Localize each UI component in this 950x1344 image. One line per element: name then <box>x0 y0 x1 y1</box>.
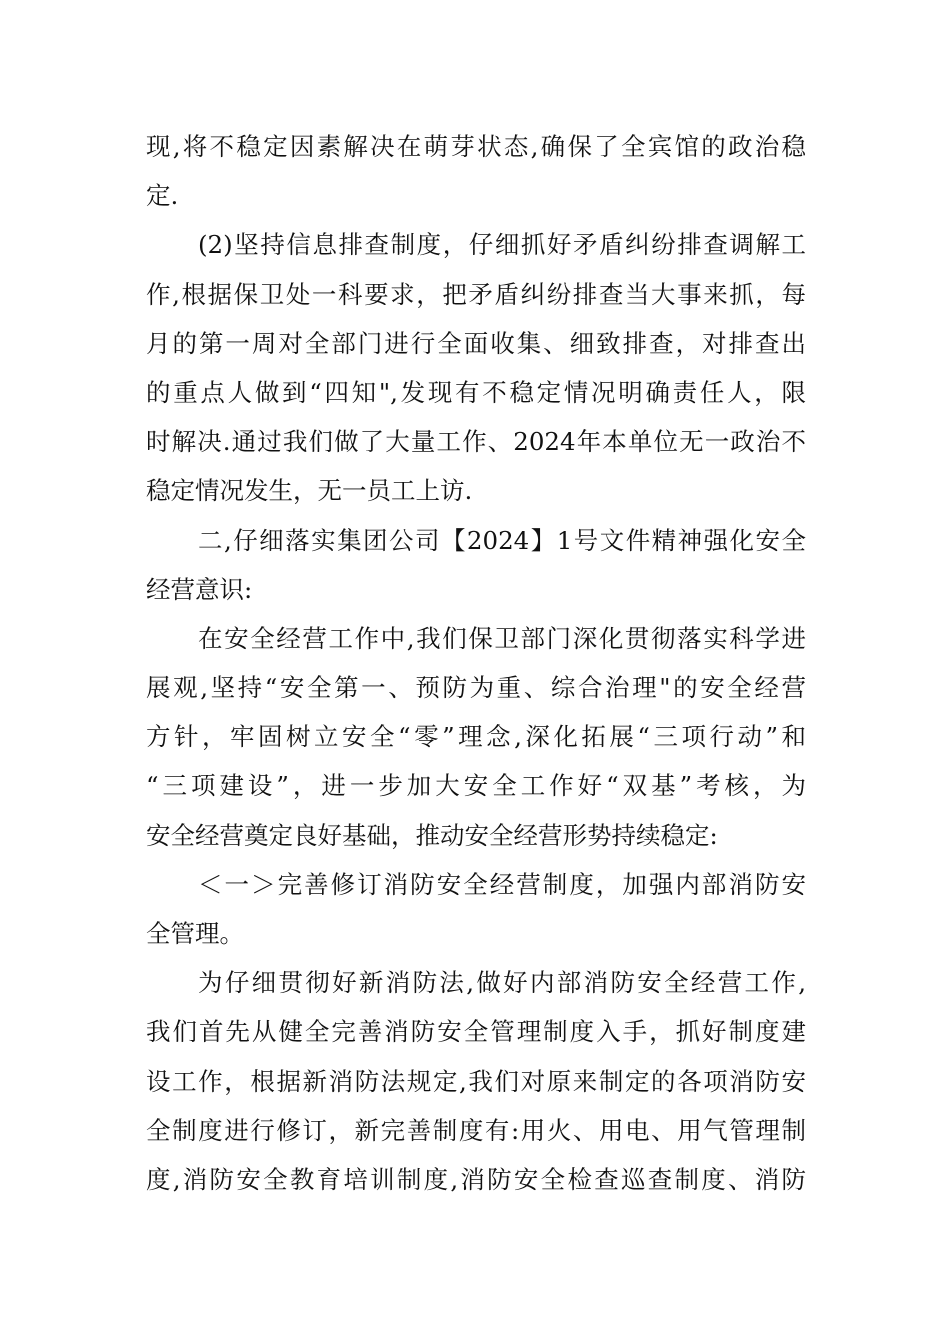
text-line: 二,仔细落实集团公司【2024】1号文件精神强化安全 <box>198 525 806 555</box>
text-line: 展观,坚持“安全第一、预防为重、综合治理"的安全经营 <box>146 673 806 703</box>
text-line: 月的第一周对全部门进行全面收集、细致排查，对排查出 <box>146 328 806 358</box>
text-line: 全制度进行修订，新完善制度有:用火、用电、用气管理制 <box>146 1115 806 1145</box>
text-line: 设工作，根据新消防法规定,我们对原来制定的各项消防安 <box>146 1066 806 1096</box>
text-line: 现,将不稳定因素解决在萌芽状态,确保了全宾馆的政治稳 <box>146 132 806 161</box>
text-line: 作,根据保卫处一科要求，把矛盾纠纷排查当大事来抓，每 <box>146 279 806 309</box>
text-line: 时解决.通过我们做了大量工作、2024年本单位无一政治不 <box>146 427 806 457</box>
text-line: 方针，牢固树立安全“零”理念,深化拓展“三项行动”和 <box>146 722 806 752</box>
text-line: 安全经营奠定良好基础，推动安全经营形势持续稳定: <box>146 820 718 850</box>
text-line: 在安全经营工作中,我们保卫部门深化贯彻落实科学进 <box>198 623 806 653</box>
text-line: (2)坚持信息排查制度，仔细抓好矛盾纠纷排查调解工 <box>198 230 806 260</box>
text-line: 为仔细贯彻好新消防法,做好内部消防安全经营工作, <box>198 968 806 998</box>
text-line: “三项建设”，进一步加大安全工作好“双基”考核，为 <box>146 771 806 801</box>
text-line: ＜一＞完善修订消防安全经营制度，加强内部消防安 <box>198 869 806 899</box>
text-line: 经营意识: <box>146 574 253 604</box>
document-body <box>146 122 806 1204</box>
text-line: 的重点人做到“四知",发现有不稳定情况明确责任人，限 <box>146 377 806 407</box>
text-line: 度,消防安全教育培训制度,消防安全检查巡查制度、消防 <box>146 1164 806 1194</box>
text-line: 全管理。 <box>146 919 244 948</box>
text-line: 定. <box>146 181 179 211</box>
text-line: 我们首先从健全完善消防安全管理制度入手，抓好制度建 <box>146 1017 806 1047</box>
text-line: 稳定情况发生，无一员工上访. <box>146 476 473 506</box>
